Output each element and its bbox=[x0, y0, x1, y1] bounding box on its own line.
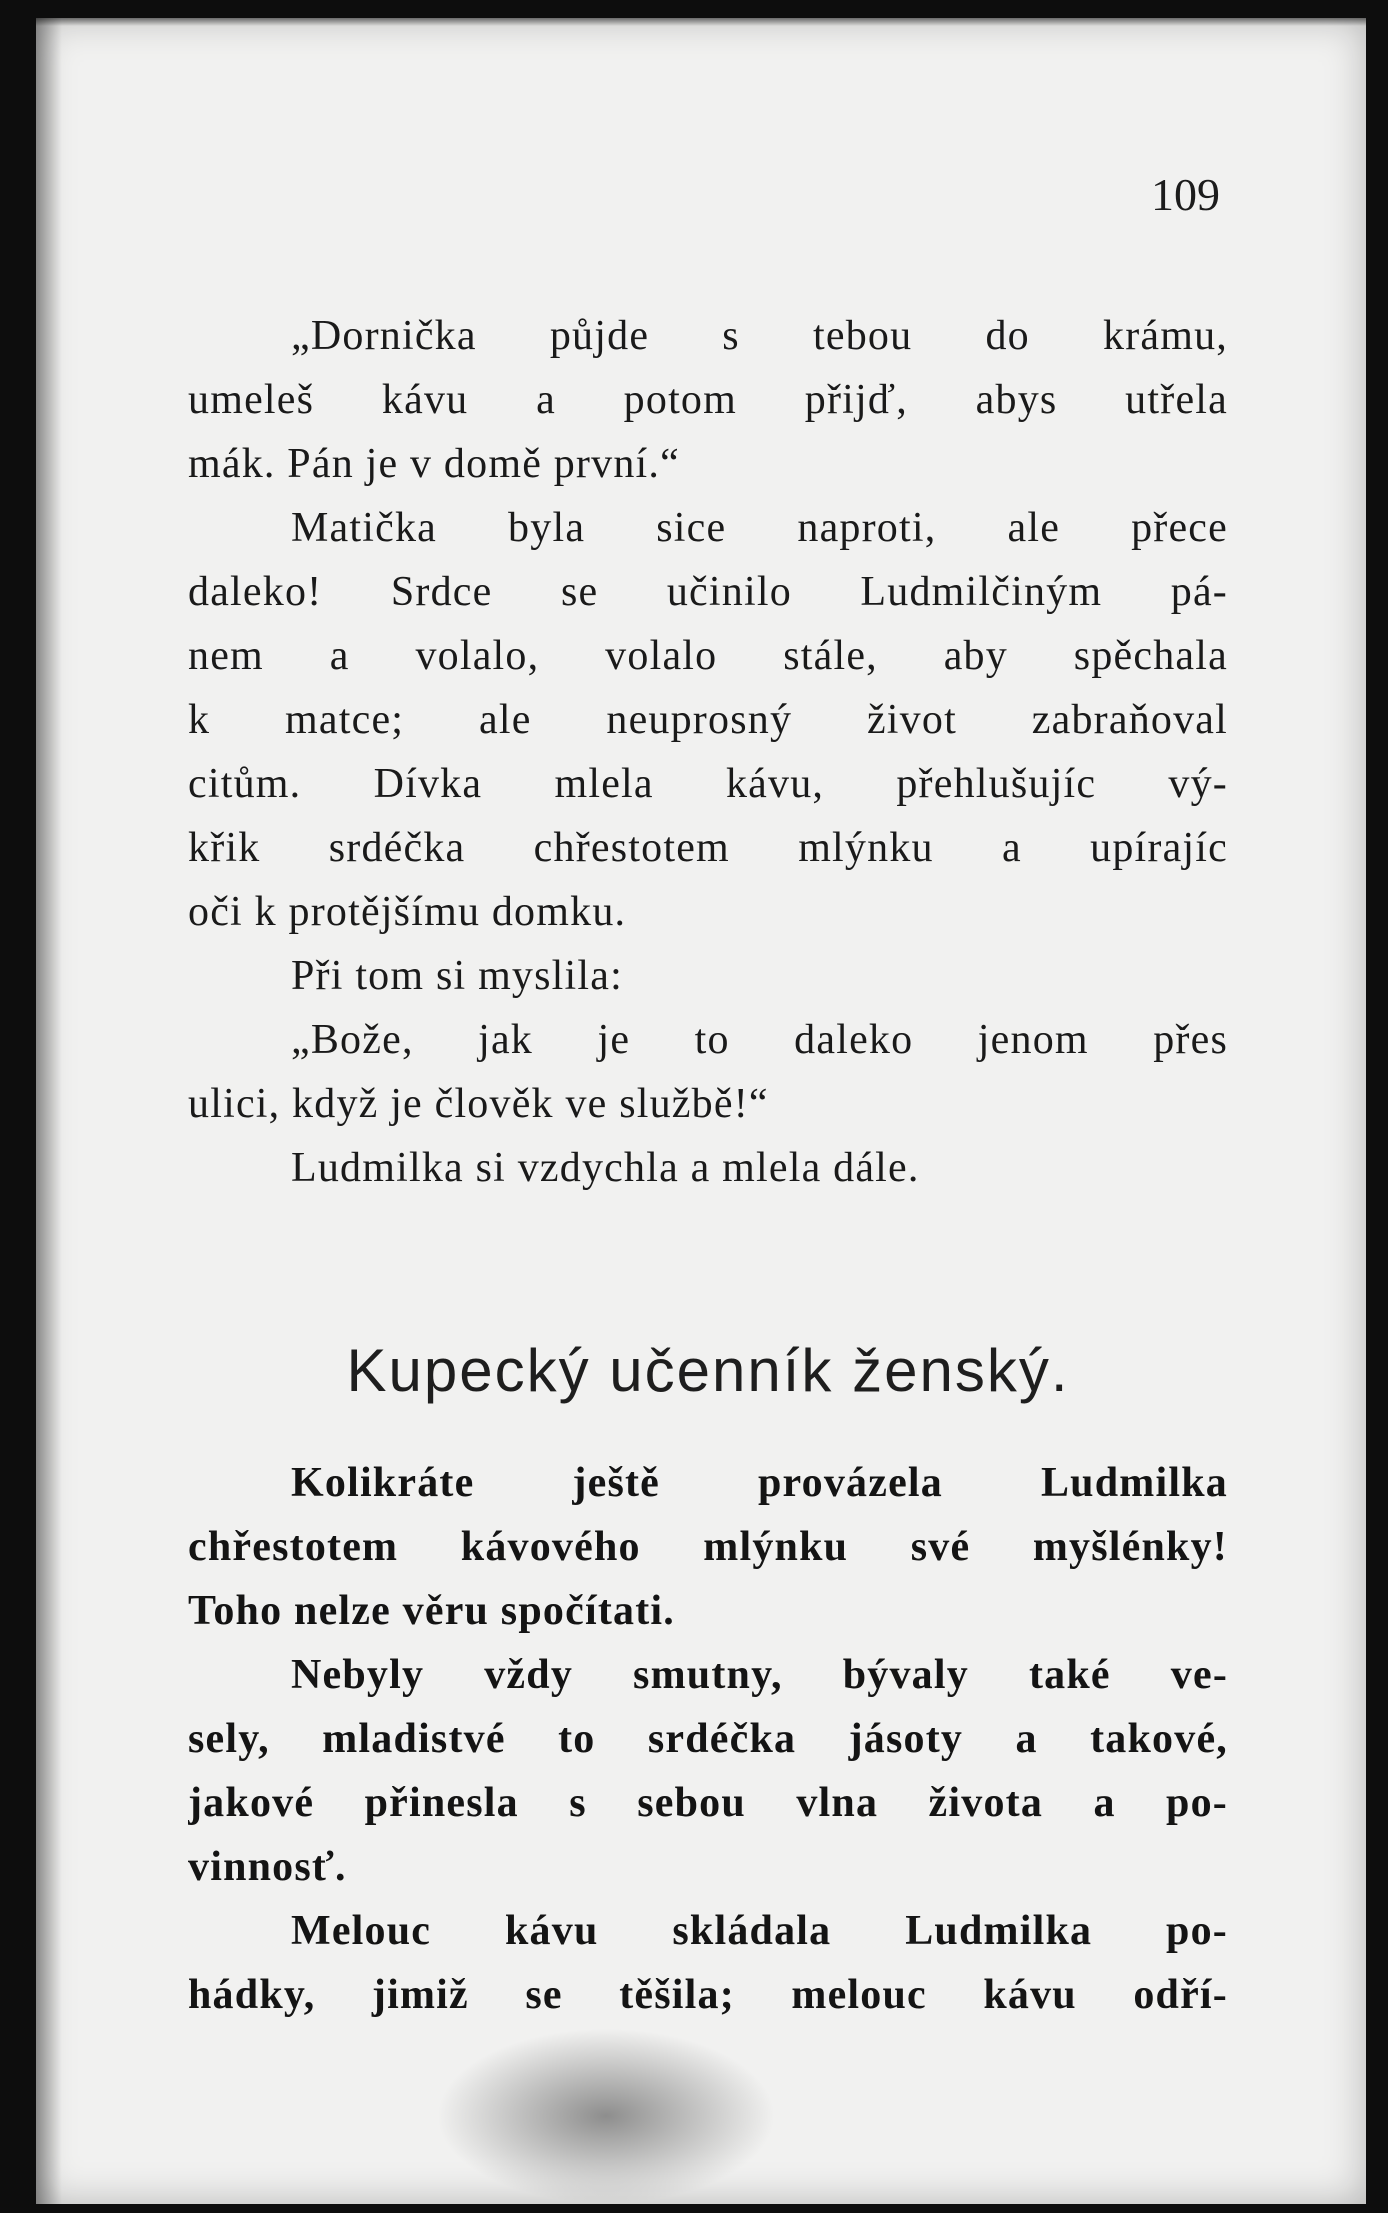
text-line: sely, mladistvé to srdéčka jásoty a takové, bbox=[188, 1716, 1228, 1762]
chapter-heading: Kupecký učenník ženský. bbox=[346, 1337, 1070, 1404]
text-line: nem a volalo, volalo stále, aby spěchala bbox=[188, 633, 1228, 679]
text-line: chřestotem kávového mlýnku své myšlénky! bbox=[188, 1524, 1228, 1570]
text-line: Melouc kávu skládala Ludmilka po- bbox=[291, 1908, 1228, 1954]
text-line: jakové přinesla s sebou vlna života a po- bbox=[188, 1780, 1228, 1826]
text-line: Kolikráte ještě provázela Ludmilka bbox=[291, 1460, 1228, 1506]
spine-shadow bbox=[36, 18, 62, 2204]
paragraph-block-bottom bbox=[188, 1451, 1228, 2027]
text-line: „Bože, jak je to daleko jenom přes bbox=[291, 1017, 1228, 1063]
text-line: Ludmilka si vzdychla a mlela dále. bbox=[291, 1145, 920, 1191]
text-line: vinnosť. bbox=[188, 1844, 347, 1890]
text-line: Toho nelze věru spočítati. bbox=[188, 1588, 675, 1634]
text-line: Matička byla sice naproti, ale přece bbox=[291, 505, 1228, 551]
text-line: daleko! Srdce se učinilo Ludmilčiným pá- bbox=[188, 569, 1228, 615]
text-line: k matce; ale neuprosný život zabraňoval bbox=[188, 697, 1228, 743]
paragraph-block-top bbox=[188, 304, 1228, 1200]
text-line: citům. Dívka mlela kávu, přehlušujíc vý- bbox=[188, 761, 1228, 807]
text-line: Nebyly vždy smutny, bývaly také ve- bbox=[291, 1652, 1228, 1698]
text-line: umeleš kávu a potom přijď, abys utřela bbox=[188, 377, 1228, 423]
page-number: 109 bbox=[1151, 169, 1220, 220]
text-line: ulici, když je člověk ve službě!“ bbox=[188, 1081, 769, 1127]
text-line: mák. Pán je v domě první.“ bbox=[188, 441, 680, 487]
text-line: „Dornička půjde s tebou do krámu, bbox=[291, 313, 1228, 359]
text-line: Při tom si myslila: bbox=[291, 953, 623, 999]
text-line: křik srdéčka chřestotem mlýnku a upírajíc bbox=[188, 825, 1228, 871]
page-top-edge-shadow bbox=[36, 18, 1366, 26]
bottom-smudge bbox=[436, 2028, 776, 2204]
text-line: hádky, jimiž se těšila; melouc kávu odří- bbox=[188, 1972, 1228, 2018]
text-line: oči k protějšímu domku. bbox=[188, 889, 627, 935]
